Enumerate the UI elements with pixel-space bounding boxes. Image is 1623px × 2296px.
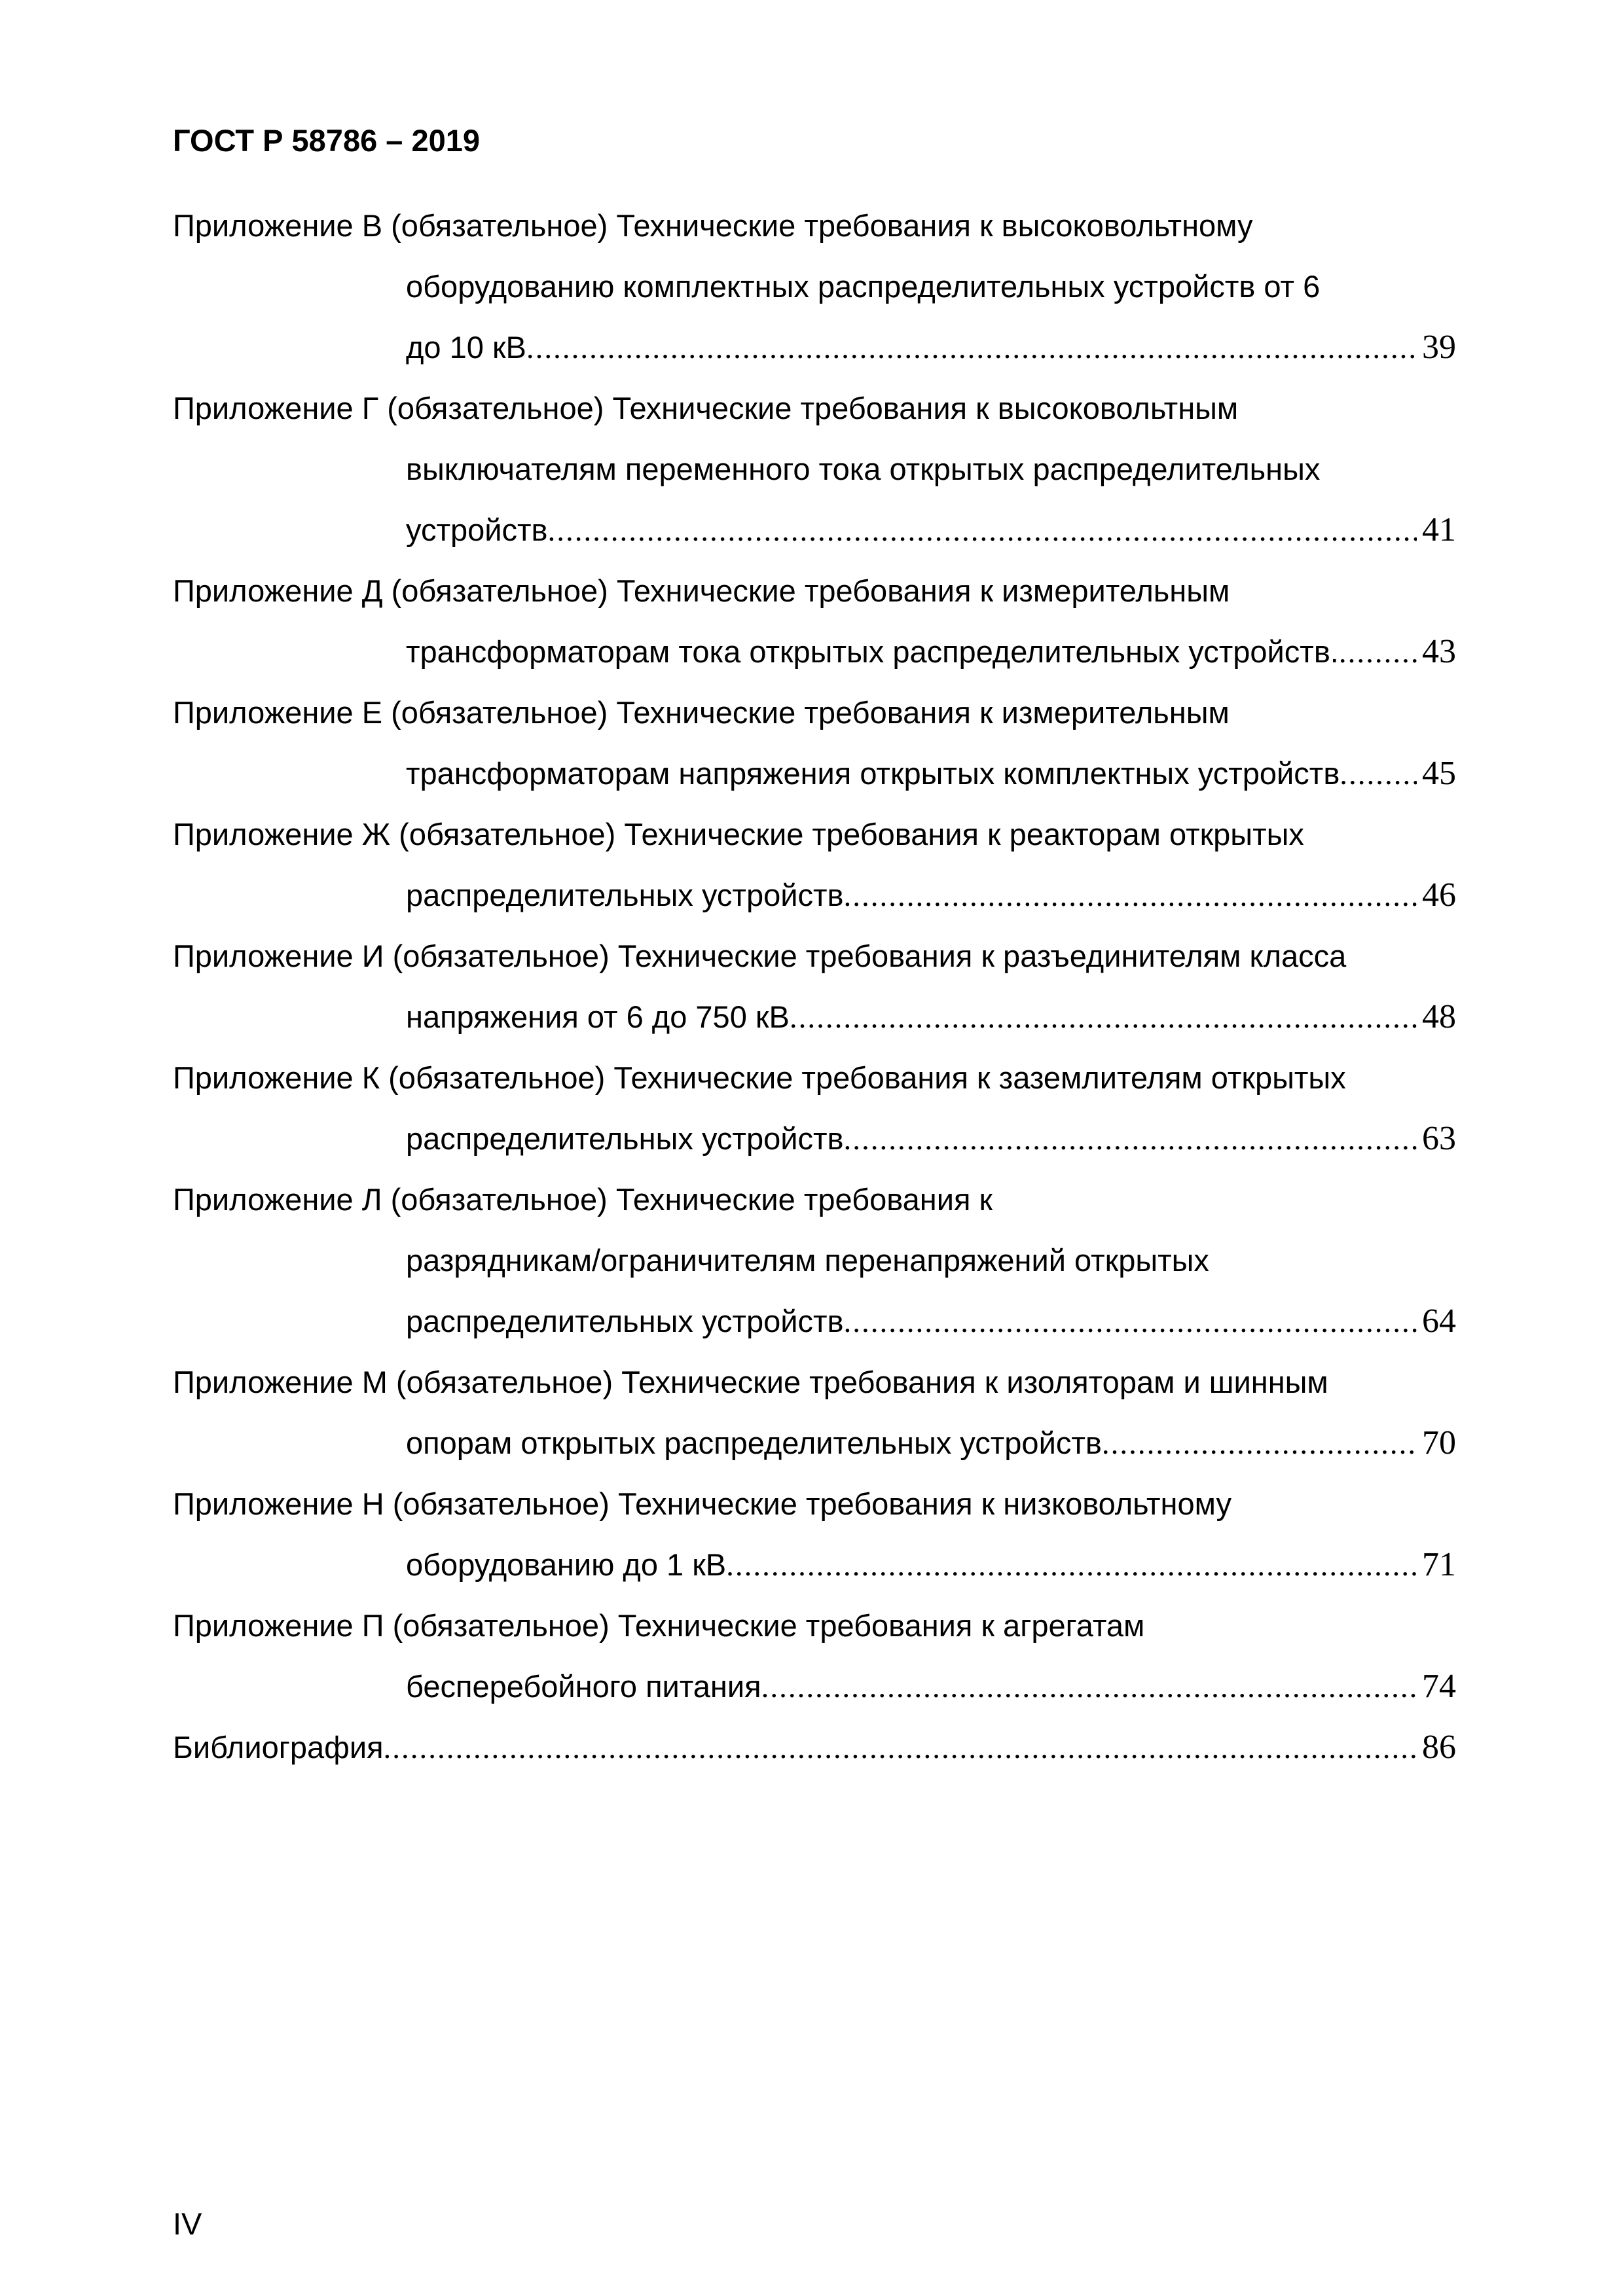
- toc-page-number: 41: [1422, 511, 1456, 548]
- toc-entry-last-line: [173, 986, 1456, 1047]
- toc-entry-last-line: [173, 865, 1456, 925]
- toc-entry-appendix-p[interactable]: [173, 1595, 1456, 1717]
- toc-entry-bibliography[interactable]: [173, 1717, 1456, 1778]
- toc-entry-appendix-l[interactable]: [173, 1169, 1456, 1352]
- dot-leader: [790, 988, 1417, 1049]
- toc-entry-continuation: выключателям переменного тока открытых распределительных: [406, 452, 1321, 486]
- toc-entry-last-line: [173, 1717, 1456, 1778]
- toc-page-number: 43: [1422, 633, 1456, 670]
- page-number-footer: IV: [173, 2206, 202, 2241]
- toc-entry-last-line: [173, 499, 1456, 560]
- document-header: ГОСТ Р 58786 – 2019: [173, 123, 481, 158]
- dot-leader: [843, 866, 1417, 927]
- toc-entry-last-line: [173, 1656, 1456, 1717]
- toc-entry-tail: напряжения от 6 до 750 кВ: [406, 999, 790, 1034]
- table-of-contents: [173, 195, 1456, 1778]
- toc-entry-tail: распределительных устройств: [406, 878, 844, 912]
- dot-leader: [843, 1292, 1417, 1353]
- toc-page-number: 71: [1422, 1546, 1456, 1583]
- toc-entry-title: Приложение Г (обязательное) Технические требования к высоковольтным: [173, 391, 1239, 425]
- toc-entry-title: Приложение В (обязательное) Технические требования к высоковольтному: [173, 208, 1253, 243]
- toc-entry-last-line: [173, 621, 1456, 682]
- toc-entry-tail: трансформаторам напряжения открытых комплектных устройств: [406, 756, 1340, 791]
- toc-page-number: 45: [1422, 755, 1456, 792]
- toc-entry-appendix-g[interactable]: [173, 378, 1456, 560]
- toc-page-number: 86: [1422, 1729, 1456, 1766]
- toc-entry-appendix-m[interactable]: [173, 1352, 1456, 1473]
- toc-entry-appendix-n[interactable]: [173, 1473, 1456, 1595]
- toc-entry-title: Приложение П (обязательное) Технические требования к агрегатам: [173, 1608, 1145, 1643]
- toc-entry-title: Приложение Е (обязательное) Технические требования к измерительным: [173, 695, 1230, 730]
- toc-entry-appendix-e[interactable]: [173, 682, 1456, 804]
- dot-leader: [761, 1657, 1417, 1718]
- toc-entry-last-line: [173, 1108, 1456, 1169]
- toc-entry-continuation: разрядникам/ограничителям перенапряжений открытых: [406, 1243, 1209, 1278]
- dot-leader: [1340, 744, 1417, 805]
- toc-entry-tail: до 10 кВ: [406, 330, 526, 365]
- toc-entry-continuation: оборудованию комплектных распределительных устройств от 6: [406, 269, 1321, 304]
- toc-entry-title: Приложение Ж (обязательное) Технические требования к реакторам открытых: [173, 817, 1304, 852]
- toc-entry-tail: распределительных устройств: [406, 1121, 844, 1156]
- toc-page-number: 63: [1422, 1120, 1456, 1157]
- toc-entry-title: Приложение Л (обязательное) Технические требования к: [173, 1182, 993, 1217]
- toc-entry-last-line: [173, 1412, 1456, 1473]
- toc-page-number: 74: [1422, 1668, 1456, 1705]
- dot-leader: [843, 1109, 1417, 1170]
- toc-page-number: 39: [1422, 329, 1456, 366]
- dot-leader: [384, 1718, 1417, 1779]
- dot-leader: [548, 501, 1417, 562]
- toc-entry-title: Приложение Н (обязательное) Технические требования к низковольтному: [173, 1486, 1231, 1521]
- toc-entry-tail: распределительных устройств: [406, 1304, 844, 1338]
- toc-entry-last-line: [173, 317, 1456, 378]
- toc-page-number: 48: [1422, 998, 1456, 1035]
- toc-page-number: 70: [1422, 1424, 1456, 1462]
- toc-entry-tail: бесперебойного питания: [406, 1669, 761, 1704]
- toc-entry-title: Приложение И (обязательное) Технические требования к разъединителям класса: [173, 939, 1347, 973]
- toc-entry-appendix-d[interactable]: [173, 560, 1456, 682]
- toc-entry-tail: трансформаторам тока открытых распределительных устройств.: [406, 634, 1339, 669]
- toc-entry-tail: оборудованию до 1 кВ: [406, 1547, 727, 1582]
- dot-leader: [1339, 622, 1417, 683]
- toc-entry-tail: Библиография: [173, 1730, 384, 1765]
- dot-leader: [526, 318, 1417, 379]
- toc-entry-appendix-v[interactable]: [173, 195, 1456, 378]
- toc-entry-tail: опорам открытых распределительных устройств: [406, 1426, 1102, 1460]
- toc-entry-appendix-i[interactable]: [173, 925, 1456, 1047]
- toc-entry-appendix-zh[interactable]: [173, 804, 1456, 925]
- toc-entry-title: Приложение Д (обязательное) Технические требования к измерительным: [173, 573, 1230, 608]
- toc-entry-last-line: [173, 1291, 1456, 1352]
- toc-page-number: 64: [1422, 1302, 1456, 1340]
- toc-page-number: 46: [1422, 876, 1456, 914]
- toc-entry-last-line: [173, 743, 1456, 804]
- toc-entry-tail: устройств: [406, 512, 548, 547]
- toc-entry-title: Приложение М (обязательное) Технические требования к изоляторам и шинным: [173, 1365, 1328, 1399]
- toc-entry-title: Приложение К (обязательное) Технические требования к заземлителям открытых: [173, 1060, 1346, 1095]
- toc-entry-last-line: [173, 1534, 1456, 1595]
- toc-entry-appendix-k[interactable]: [173, 1047, 1456, 1169]
- dot-leader: [726, 1535, 1417, 1596]
- dot-leader: [1102, 1414, 1417, 1475]
